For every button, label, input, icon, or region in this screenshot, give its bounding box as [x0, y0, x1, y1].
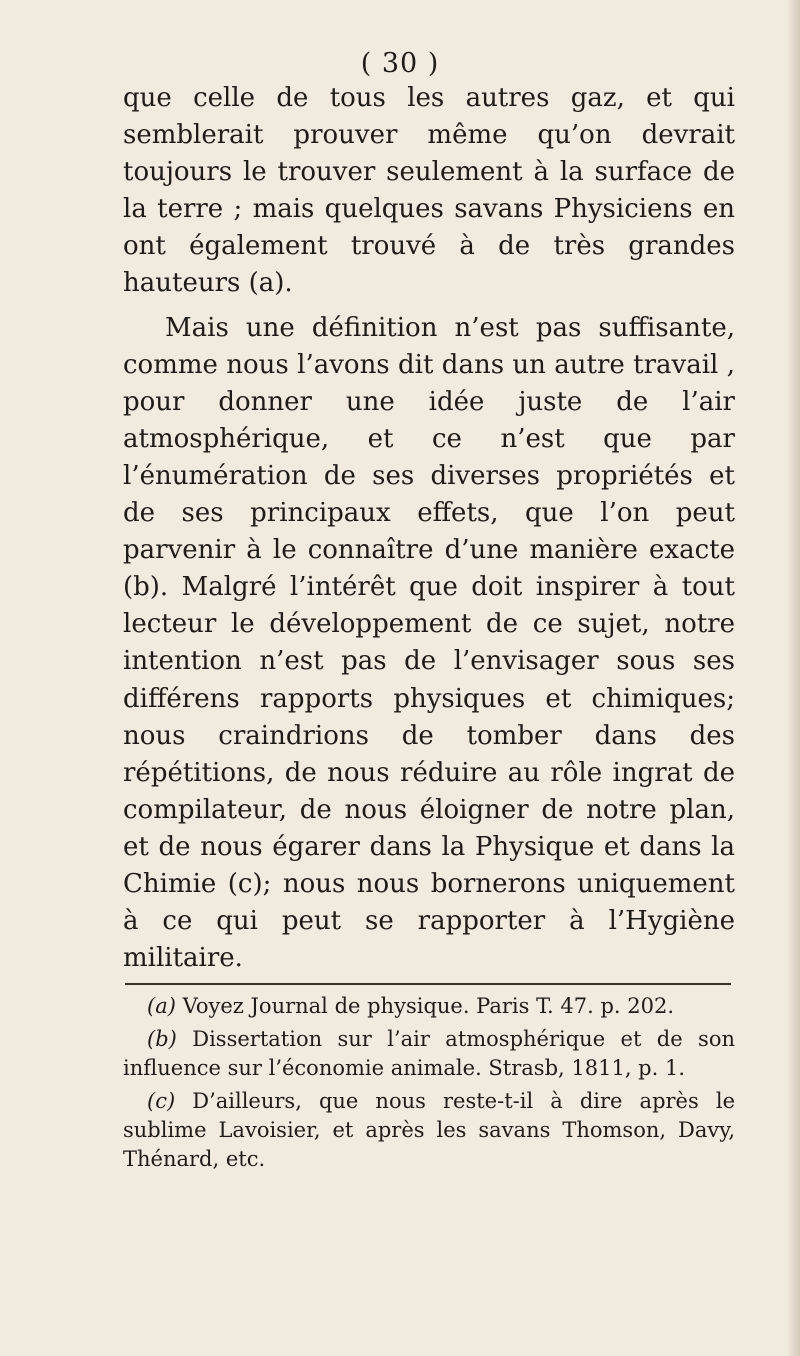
footnote-b-mark: (b) [147, 1027, 177, 1051]
footnote-b [123, 1025, 735, 1083]
main-text [123, 80, 735, 977]
footnote-divider [125, 983, 731, 985]
footnote-c-text: D’ailleurs, que nous reste-t-il à dire après le sublime Lavoisier, et après les savans Thomson, Davy, Thénard, etc. [123, 1089, 735, 1171]
footnote-c-mark: (c) [147, 1089, 176, 1113]
page-edge-shadow [786, 0, 800, 1356]
page-number: ( 30 ) [360, 48, 440, 79]
footnote-a [123, 992, 735, 1021]
footnote-a-mark: (a) [147, 994, 176, 1018]
footnotes [123, 992, 735, 1178]
footnote-a-text: Voyez Journal de physique. Paris T. 47. p. 202. [182, 994, 674, 1018]
footnote-c [123, 1087, 735, 1174]
footnote-b-text: Dissertation sur l’air atmosphérique et de son influence sur l’économie animale. Strasb, 1811, p. 1. [123, 1027, 735, 1080]
paragraph-definition: Mais une définition n’est pas suffisante, comme nous l’avons dit dans un autre travail , pour donner une idée juste de l’air atmosphérique, et ce n’est que par l’énumération de ses diverses propriétés et de ses principaux effets, que l’on peut parvenir à le connaître d’une manière exacte (b). Malgré l’intérêt que doit inspirer à tout lecteur le développement de ce sujet, notre intention n’est pas de l’envisager sous ses différens rapports physiques et chimiques; nous craindrions de tomber dans des répétitions, de nous réduire au rôle ingrat de compilateur, de nous éloigner de notre plan, et de nous égarer dans la Physique et dans la Chimie (c); nous nous bornerons uniquement à ce qui peut se rapporter à l’Hygiène militaire. [123, 312, 735, 974]
paragraph-continuation: que celle de tous les autres gaz, et qui semblerait prouver même qu’on devrait toujours le trouver seulement à la surface de la terre ; mais quelques savans Physiciens en ont également trouvé à de très grandes hauteurs (a). [123, 83, 735, 299]
